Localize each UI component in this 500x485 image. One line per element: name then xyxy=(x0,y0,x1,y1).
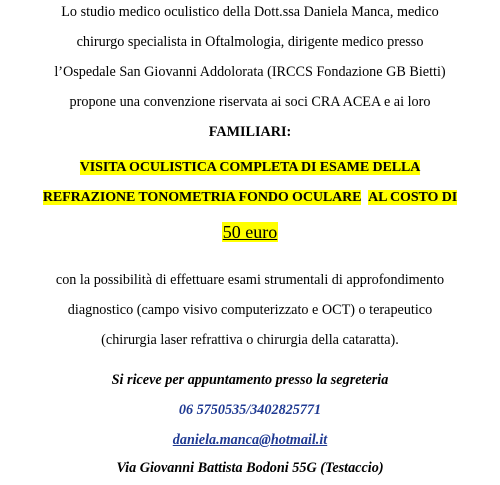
intro-line-2: chirurgo specialista in Oftalmologia, dirigente medico presso xyxy=(76,34,424,50)
intro-line-3: l’Ospedale San Giovanni Addolorata (IRCCS Fondazione GB Bietti) xyxy=(54,64,446,80)
details-line-2: diagnostico (campo visivo computerizzato e OCT) o terapeutico xyxy=(67,302,433,318)
email-line xyxy=(0,430,500,450)
phone-number[interactable]: 06 5750535/3402825771 xyxy=(178,402,322,418)
appointment-note: Si riceve per appuntamento presso la segreteria xyxy=(111,372,389,388)
address: Via Giovanni Battista Bodoni 55G (Testaccio) xyxy=(116,460,384,476)
intro-familiari: FAMILIARI: xyxy=(208,124,292,140)
offer-service-highlight-1: VISITA OCULISTICA COMPLETA DI ESAME DELLA xyxy=(79,160,421,175)
offer-price: 50 euro xyxy=(222,222,278,242)
offer-service-highlight-2: REFRAZIONE TONOMETRIA FONDO OCULARE xyxy=(42,190,362,205)
details-line-1: con la possibilità di effettuare esami strumentali di approfondimento xyxy=(55,272,445,288)
offer-line-1 xyxy=(0,158,500,178)
intro-line-1: Lo studio medico oculistico della Dott.ssa Daniela Manca, medico xyxy=(61,4,439,20)
email-link[interactable]: daniela.manca@hotmail.it xyxy=(172,432,328,448)
offer-line-2 xyxy=(0,188,500,208)
offer-price-line xyxy=(0,220,500,246)
details-line-3: (chirurgia laser refrattiva o chirurgia della cataratta). xyxy=(101,332,399,348)
intro-line-4: propone una convenzione riservata ai soci CRA ACEA e ai loro xyxy=(69,94,431,110)
offer-cost-label: AL COSTO DI xyxy=(368,190,458,205)
